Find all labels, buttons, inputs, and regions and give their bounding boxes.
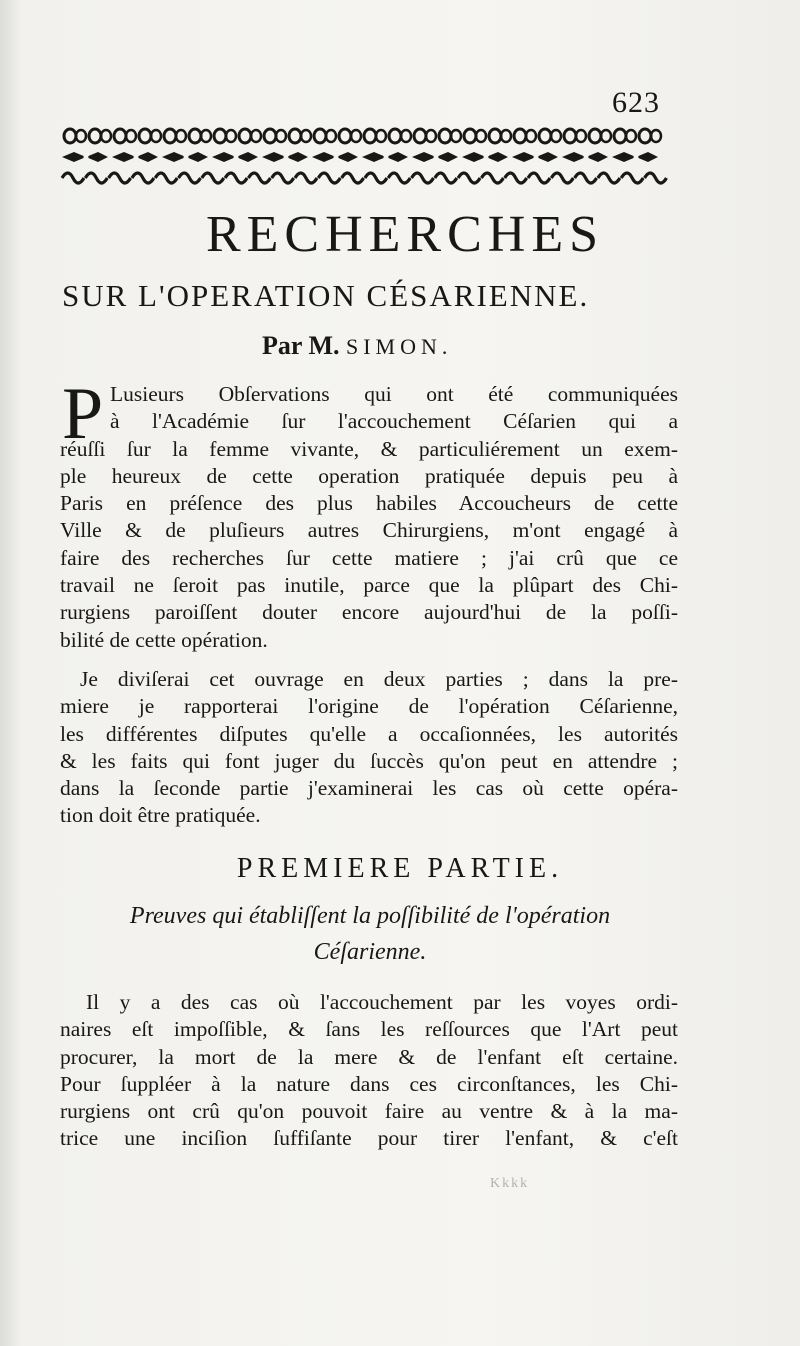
text-line: & les faits qui font juger du ſuccès qu'on peut en attendre ; <box>60 748 678 773</box>
text-line: naires eſt impoſſible, & ſans les reſſources que l'Art peut <box>60 1017 678 1042</box>
page-title: RECHERCHES <box>205 206 605 263</box>
text-line: rurgiens ont crû qu'on pouvoit faire au ventre & à la ma- <box>60 1099 678 1124</box>
text-line: bilité de cette opération. <box>60 627 268 652</box>
text-line: Je diviſerai cet ouvrage en deux parties ; dans la pre- <box>80 667 678 691</box>
text-line: dans la ſeconde partie j'examinerai les cas où cette opéra- <box>60 776 678 801</box>
text-line: procurer, la mort de la mere & de l'enfant eſt certaine. <box>60 1044 678 1069</box>
page-subtitle: SUR L'OPERATION CÉSARIENNE. <box>62 278 590 313</box>
decorative-header-ornament <box>58 126 670 190</box>
section-heading-line: Preuves qui établiſſent la poſſibilité de l'opération <box>129 903 611 929</box>
paragraph-3 <box>60 989 678 1153</box>
text-line: faire des recherches ſur cette matiere ; j'ai crû que ce <box>60 545 678 570</box>
text-line: rurgiens paroiſſent douter encore aujourd'hui de la poſſi- <box>60 600 678 625</box>
text-line: tion doit être pratiquée. <box>60 803 261 828</box>
catchword: Kkkk <box>490 1176 530 1191</box>
part-heading: PREMIERE PARTIE. <box>236 853 564 884</box>
text-line: trice une inciſion ſuffiſante pour tirer l'enfant, & c'eſt <box>60 1126 678 1151</box>
text-line: travail ne ſeroit pas inutile, parce que la plûpart des Chi- <box>60 573 678 598</box>
text-line: Il y a des cas où l'accouchement par les voyes ordi- <box>86 990 678 1014</box>
page-number: 623 <box>612 86 660 119</box>
paragraph-2 <box>60 666 678 830</box>
author-prefix: Par M. <box>262 331 340 360</box>
text-line: Ville & de pluſieurs autres Chirurgiens, m'ont engagé à <box>60 518 678 543</box>
text-line: Pour ſuppléer à la nature dans ces circonſtances, les Chi- <box>60 1071 678 1096</box>
text-line: ple heureux de cette operation pratiquée depuis peu à <box>60 463 678 488</box>
text-line: réuſſi ſur la femme vivante, & particuliérement un exem- <box>60 436 678 461</box>
text-line: Paris en préſence des plus habiles Accoucheurs de cette <box>60 491 678 516</box>
text-line: à l'Académie ſur l'accouchement Céſarien qui a <box>110 409 678 434</box>
author-name: SIMON. <box>346 334 453 359</box>
author-line <box>262 331 452 361</box>
section-heading <box>60 898 680 970</box>
text-line: les différentes diſputes qu'elle a occaſionnées, les autorités <box>60 721 678 746</box>
drop-cap: P <box>62 373 104 455</box>
paragraph-1 <box>60 373 678 654</box>
text-line: miere je rapporterai l'origine de l'opération Céſarienne, <box>60 694 678 719</box>
section-heading-line: Céſarienne. <box>313 939 427 965</box>
text-line: Lusieurs Obſervations qui ont été communiquées <box>110 382 678 406</box>
